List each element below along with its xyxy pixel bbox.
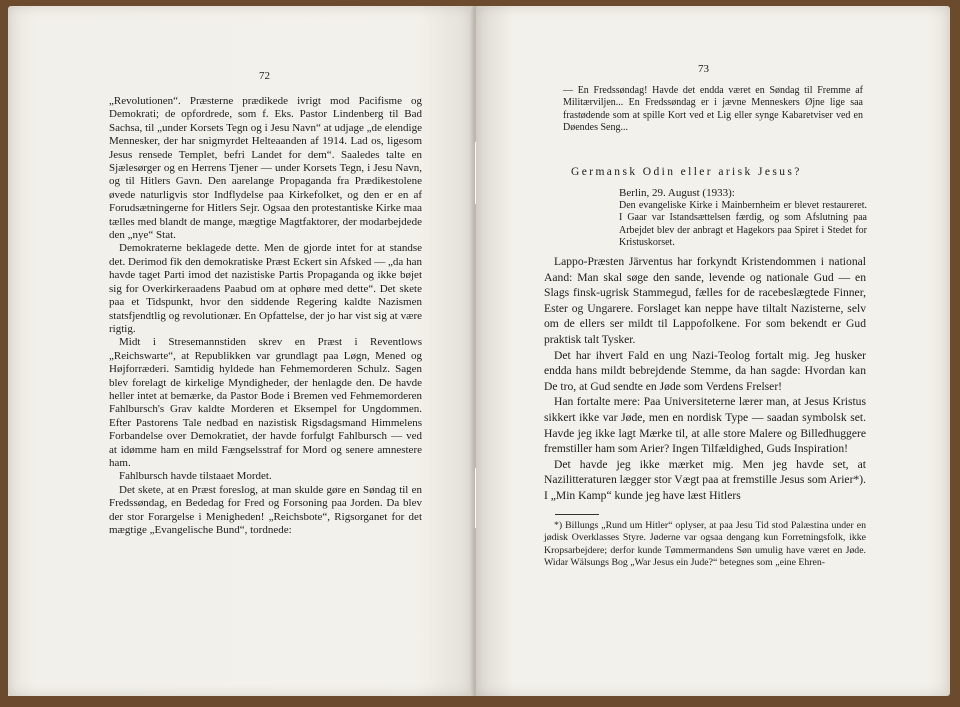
left-page-body: [109, 95, 422, 537]
left-paragraph-2: Demokraterne beklagede dette. Men de gjorde intet for at standse det. Derimod fik den demokratiske Præst Eckert sin Afsked — „da han havde taget Parti imod det nazistiske Partis Propaganda og ikke bøjet sig for Overkirkeraadens Paabud om at ophøre med dette“. Det skete paa et Tidspunkt, hvor den siddende Regering kaldte Nazismen statsfjendtlig og revolutionær. En Opfattelse, der jo har vist sig at være rigtig.: [109, 242, 422, 335]
left-page-number: 72: [259, 70, 270, 82]
left-paragraph-5: Det skete, at en Præst foreslog, at man skulde gøre en Søndag til en Fredssøndag, en Bededag for Fred og Forsoning paa Jorden. Da blev der stor Forargelse i Menigheden! „Reichsbote“, Rigsorganet for det mægtige „Evangelische Bund“, tordnede:: [109, 483, 422, 536]
right-page-body: [544, 254, 866, 504]
right-paragraph-2: Det har ihvert Fald en ung Nazi-Teolog fortalt mig. Jeg husker endda hans mildt bebrejdende Stemme, da han sagde: Hvordan kan De tro, at Gud sendte en Jøde som Verdens Frelser!: [544, 348, 866, 393]
left-paragraph-1: „Revolutionen“. Præsterne prædikede ivrigt mod Pacifisme og Demokrati; de opfordrede, som f. Eks. Pastor Lindenberg til Bad Sachsa, til „under Korsets Tegn og i Jesu Navn“ at udjage „de elendige Mennesker, der har snigmyrdet Helteaanden af 1914. Lad os, ligesom Jesus rensede Templet, befri Landet for dem“. Saaledes talte en Sjælesørger og en Herrens Tjener — under Korsets Tegn, i Jesu Navn, og til Hitlers Gavn. Den aarelange Propaganda fra Prædikestolene øvede naturligvis stor Indflydelse paa Kirkefolket, og den er en af Forudsætningerne for Hitlers Sejr. Ogsaa den protestantiske Kirke maa tælles med blandt de mange, mægtige Magtfaktorer, der modarbejdede den „nye“ Stat.: [109, 95, 422, 242]
open-book: [8, 6, 952, 700]
right-page-number: 73: [698, 63, 709, 75]
footnote: *) Billungs „Rund um Hitler“ oplyser, at paa Jesu Tid stod Palæstina under en jødisk Overklasses Styre. Jøderne var ogsaa dengang kun Forretningsfolk, ikke Kropsarbejdere; derfor kunde Tømmermandens Søn umulig have været en Jøde. Widar Wälsungs Bog „War Jesus ein Jude?“ betegnes som „eine Ehren-: [544, 520, 866, 569]
dateline-text: Den evangeliske Kirke i Mainbernheim er blevet restaureret. I Gaar var Istandsættelsen færdig, og som Afslutning paa Arbejdet blev der anbragt et Hagekors paa Spiret i Stedet for Kristuskorset.: [619, 199, 867, 249]
section-heading: Germansk Odin eller arisk Jesus?: [571, 166, 802, 178]
right-page: [476, 6, 950, 696]
fredssondag-quote: — En Fredssøndag! Havde det endda været en Søndag til Fremme af Militærviljen... En Fredssøndag er i jævne Menneskers Øjne lige saa frastødende som at spille Kort ved et Lig eller synge Kabaretviser ved en Døendes Seng...: [563, 85, 863, 134]
dateline: Berlin, 29. August (1933):: [619, 187, 735, 199]
left-paragraph-4: Fahlbursch havde tilstaaet Mordet.: [119, 470, 272, 483]
footnote-rule: [555, 514, 599, 515]
left-page: [8, 6, 473, 696]
right-paragraph-1: Lappo-Præsten Järventus har forkyndt Kristendommen i national Aand: Man skal søge den sande, levende og nationale Gud — en Slags finsk-ugrisk Stammegud, fælles for de racebeslægtede Finner, Ester og Ungarere. Forslaget kan neppe have tiltalt Nazisterne, selv om de ellers ser mildt til Lappofolkene. For som bekendt er Gud praktisk talt Tysker.: [544, 255, 866, 346]
left-paragraph-3: Midt i Stresemannstiden skrev en Præst i Reventlows „Reichswarte“, at Republikken var grundlagt paa Løgn, Mened og Højforræderi. Samtidig hyldede han Fehmemorderen Schulz. Sagen blev forelagt de kirkelige Myndigheder, der henlagde den. De havde heller intet at bemærke, da Pastor Bode i Bremen ved Fehmemorderen Fahlbursch's Grav kaldte Morderen et Eksempel for Ungdommen. Efter Pastorens Tale nedbad en nazistisk Rigsdagsmand Himmelens Forbandelse over Demokratiet, der havde forfulgt Fahlbursch — ved at idømme ham en mild Fængselsstraf for Mord og senere amnestere ham.: [109, 336, 422, 469]
right-paragraph-4: Det havde jeg ikke mærket mig. Men jeg havde set, at Nazilitteraturen lægger stor Vægt paa at fremstille Jesus som Arier*). I „Min Kamp“ kunde jeg have læst Hitlers: [544, 457, 866, 502]
right-paragraph-3: Han fortalte mere: Paa Universiteterne lærer man, at Jesus Kristus sikkert ikke var Jøde, men en nordisk Type — saadan symbolsk set. Havde jeg ikke lagt Mærke til, at alle store Malere og Billedhuggere fremstiller ham som Arier? Ingen Tilfældighed, Guds Inspiration!: [544, 395, 866, 456]
dateline-block: [619, 187, 867, 250]
